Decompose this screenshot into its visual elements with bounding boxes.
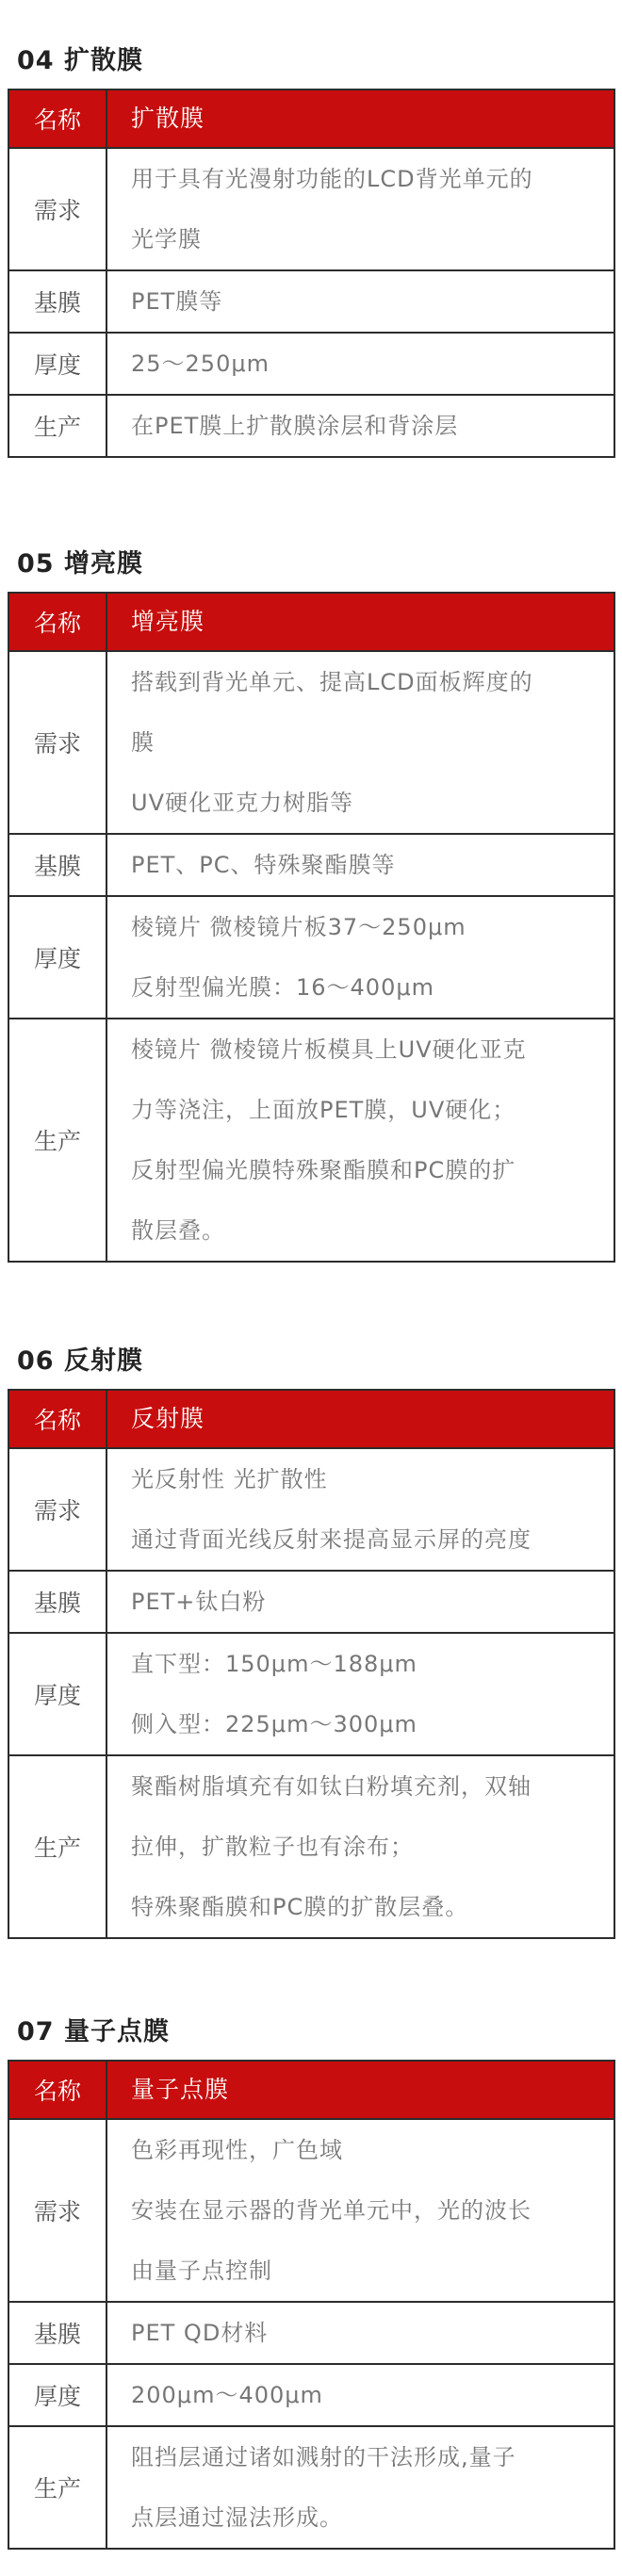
- row-value: [106, 1448, 614, 1571]
- table-row: [8, 896, 614, 1019]
- row-key: 厚度: [8, 333, 106, 395]
- table-header-row: [8, 1390, 614, 1448]
- table-row: [8, 2119, 614, 2302]
- table-row: [8, 395, 614, 457]
- value-line: UV硬化亚克力树脂等: [131, 790, 353, 816]
- row-value: [106, 148, 614, 270]
- value-line: 25～250μm: [131, 351, 270, 377]
- table-row: [8, 333, 614, 395]
- value-line: 光反射性 光扩散性: [131, 1466, 328, 1492]
- header-value: 扩散膜: [106, 90, 614, 148]
- table-row: [8, 2426, 614, 2549]
- header-value: 增亮膜: [106, 593, 614, 651]
- row-key: 需求: [8, 1448, 106, 1571]
- value-line: 由量子点控制: [131, 2258, 272, 2284]
- row-key: 厚度: [8, 896, 106, 1019]
- row-value: [106, 1633, 614, 1755]
- row-key: 基膜: [8, 270, 106, 333]
- value-line: 聚酯树脂填充有如钛白粉填充剂，双轴: [131, 1773, 532, 1800]
- value-line: 拉伸，扩散粒子也有涂布；: [131, 1834, 414, 1860]
- table-row: [8, 148, 614, 270]
- table-row: [8, 834, 614, 896]
- section-title: 07 量子点膜: [17, 2017, 170, 2046]
- row-value: [106, 2426, 614, 2549]
- table-row: [8, 1019, 614, 1262]
- value-line: 通过背面光线反射来提高显示屏的亮度: [131, 1526, 532, 1553]
- row-key: 需求: [8, 651, 106, 834]
- value-line: 棱镜片 微棱镜片板模具上UV硬化亚克: [131, 1036, 527, 1063]
- table-row: [8, 1448, 614, 1571]
- spec-table: [8, 592, 615, 1263]
- row-value: [106, 270, 614, 333]
- row-value: [106, 651, 614, 834]
- table-row: [8, 270, 614, 333]
- value-line: PET+钛白粉: [131, 1589, 267, 1615]
- row-key: 基膜: [8, 2302, 106, 2364]
- value-line: PET膜等: [131, 288, 223, 315]
- value-line: 搭载到背光单元、提高LCD面板辉度的: [131, 669, 533, 695]
- value-line: 侧入型：225μm～300μm: [131, 1711, 417, 1737]
- section-title: 04 扩散膜: [17, 46, 143, 75]
- header-key: 名称: [8, 1390, 106, 1448]
- row-value: [106, 395, 614, 457]
- value-line: 色彩再现性，广色域: [131, 2137, 343, 2163]
- table-row: [8, 651, 614, 834]
- value-line: 反射型偏光膜特殊聚酯膜和PC膜的扩: [131, 1157, 516, 1183]
- table-row: [8, 1755, 614, 1938]
- row-key: 基膜: [8, 1571, 106, 1633]
- row-key: 需求: [8, 148, 106, 270]
- value-line: 直下型：150μm～188μm: [131, 1651, 417, 1677]
- header-value: 量子点膜: [106, 2061, 614, 2119]
- table-header-row: [8, 2061, 614, 2119]
- value-line: 点层通过湿法形成。: [131, 2504, 343, 2531]
- row-value: [106, 2364, 614, 2426]
- header-key: 名称: [8, 593, 106, 651]
- row-key: 生产: [8, 395, 106, 457]
- header-key: 名称: [8, 2061, 106, 2119]
- table-header-row: [8, 593, 614, 651]
- value-line: 散层叠。: [131, 1217, 225, 1244]
- value-line: 特殊聚酯膜和PC膜的扩散层叠。: [131, 1894, 469, 1920]
- spec-table: [8, 2060, 615, 2550]
- row-value: [106, 1755, 614, 1938]
- row-key: 需求: [8, 2119, 106, 2302]
- spec-table: [8, 89, 615, 458]
- value-line: 棱镜片 微棱镜片板37～250μm: [131, 914, 466, 940]
- row-value: [106, 1019, 614, 1262]
- row-value: [106, 834, 614, 896]
- table-row: [8, 2302, 614, 2364]
- row-key: 生产: [8, 1019, 106, 1262]
- table-header-row: [8, 90, 614, 148]
- value-line: 用于具有光漫射功能的LCD背光单元的: [131, 166, 533, 192]
- section-title: 06 反射膜: [17, 1346, 143, 1376]
- table-row: [8, 1571, 614, 1633]
- header-value: 反射膜: [106, 1390, 614, 1448]
- row-value: [106, 333, 614, 395]
- section-title: 05 增亮膜: [17, 549, 143, 579]
- value-line: 在PET膜上扩散膜涂层和背涂层: [131, 413, 459, 439]
- value-line: PET QD材料: [131, 2320, 269, 2346]
- row-key: 生产: [8, 1755, 106, 1938]
- value-line: 反射型偏光膜：16～400μm: [131, 974, 434, 1001]
- row-key: 厚度: [8, 1633, 106, 1755]
- table-row: [8, 1633, 614, 1755]
- row-value: [106, 1571, 614, 1633]
- header-key: 名称: [8, 90, 106, 148]
- row-key: 厚度: [8, 2364, 106, 2426]
- value-line: 安装在显示器的背光单元中，光的波长: [131, 2197, 532, 2224]
- value-line: 阻挡层通过诸如溅射的干法形成,量子: [131, 2444, 516, 2470]
- value-line: 光学膜: [131, 226, 202, 253]
- value-line: 200μm～400μm: [131, 2382, 323, 2408]
- row-key: 生产: [8, 2426, 106, 2549]
- value-line: 力等浇注，上面放PET膜，UV硬化；: [131, 1097, 516, 1123]
- row-value: [106, 2302, 614, 2364]
- row-key: 基膜: [8, 834, 106, 896]
- value-line: 膜: [131, 729, 155, 756]
- row-value: [106, 896, 614, 1019]
- table-row: [8, 2364, 614, 2426]
- value-line: PET、PC、特殊聚酯膜等: [131, 852, 396, 878]
- spec-table: [8, 1389, 615, 1939]
- row-value: [106, 2119, 614, 2302]
